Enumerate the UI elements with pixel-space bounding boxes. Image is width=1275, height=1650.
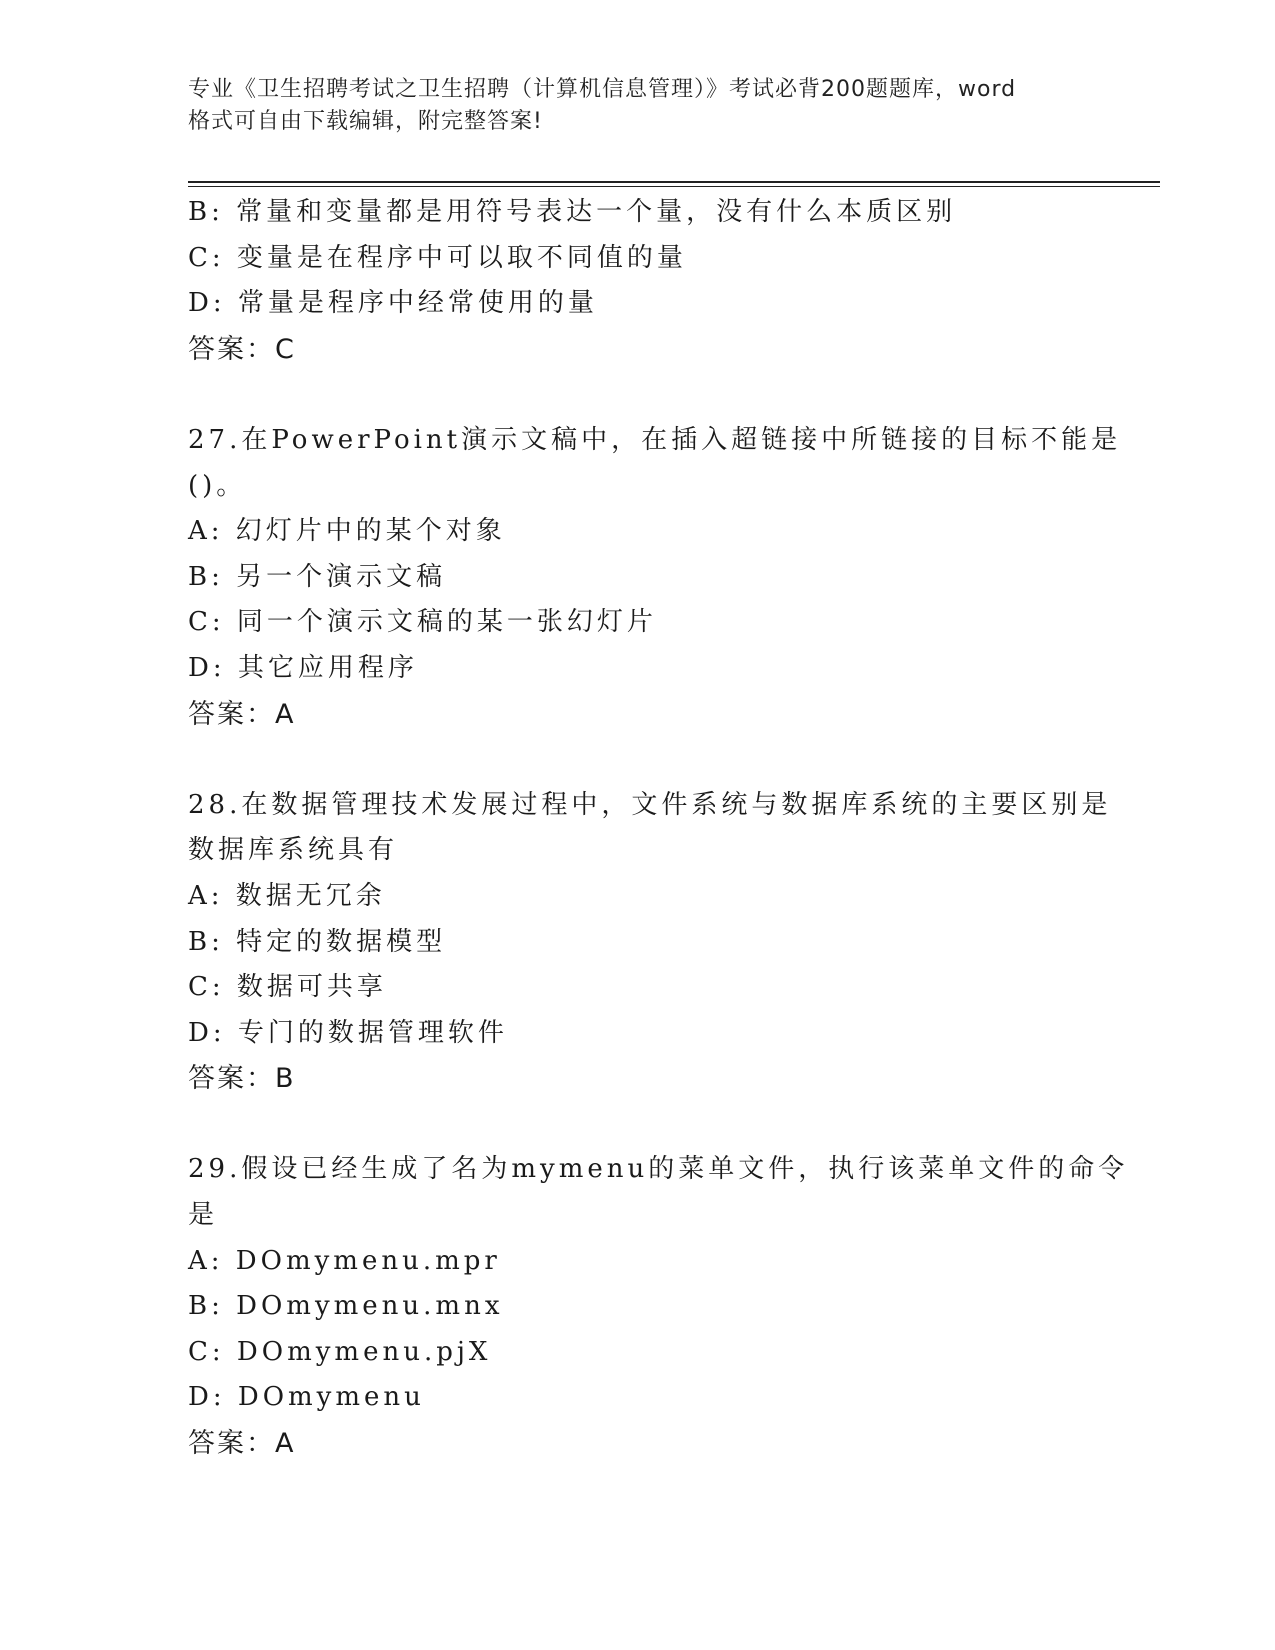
answer-line: 答案：A <box>188 1428 296 1460</box>
option-d: D: 专门的数据管理软件 <box>188 1017 508 1048</box>
option-a: A: DOmymenu.mpr <box>188 1245 501 1276</box>
question-28 <box>188 783 1112 1102</box>
question-stem: 28.在数据管理技术发展过程中，文件系统与数据库系统的主要区别是 <box>188 789 1112 820</box>
header-line-1: 专业《卫生招聘考试之卫生招聘（计算机信息管理）》考试必背200题题库，word <box>188 77 1017 102</box>
document-header <box>188 74 1088 138</box>
option-a: A: 数据无冗余 <box>188 880 386 911</box>
header-divider-thick <box>188 181 1160 183</box>
header-divider-thin <box>188 186 1160 187</box>
option-d: D: DOmymenu <box>188 1382 425 1413</box>
question-29 <box>188 1147 1129 1466</box>
option-b: B: 另一个演示文稿 <box>188 561 447 592</box>
question-stem-continued: ()。 <box>188 470 247 501</box>
option-b: B: 常量和变量都是用符号表达一个量，没有什么本质区别 <box>188 197 957 227</box>
question-27 <box>188 418 1122 737</box>
option-d: D: 其它应用程序 <box>188 652 418 683</box>
previous-question-block <box>188 190 1088 372</box>
answer-line: 答案：A <box>188 698 296 730</box>
option-b: B: 特定的数据模型 <box>188 926 447 957</box>
option-c: C: DOmymenu.pjX <box>188 1336 492 1367</box>
option-a: A: 幻灯片中的某个对象 <box>188 516 506 547</box>
question-stem: 29.假设已经生成了名为mymenu的菜单文件，执行该菜单文件的命令 <box>188 1154 1129 1185</box>
header-line-2: 格式可自由下载编辑，附完整答案! <box>188 109 543 134</box>
question-stem: 27.在PowerPoint演示文稿中，在插入超链接中所链接的目标不能是 <box>188 424 1122 455</box>
answer-line: 答案：B <box>188 1063 296 1095</box>
question-stem-continued: 是 <box>188 1200 219 1231</box>
option-b: B: DOmymenu.mnx <box>188 1291 504 1322</box>
option-d: D: 常量是程序中经常使用的量 <box>188 288 598 319</box>
option-c: C: 变量是在程序中可以取不同值的量 <box>188 242 687 273</box>
question-stem-continued: 数据库系统具有 <box>188 835 399 866</box>
option-c: C: 同一个演示文稿的某一张幻灯片 <box>188 607 657 638</box>
answer-line: 答案：C <box>188 333 296 365</box>
question-content <box>188 190 1129 1467</box>
option-c: C: 数据可共享 <box>188 972 387 1003</box>
